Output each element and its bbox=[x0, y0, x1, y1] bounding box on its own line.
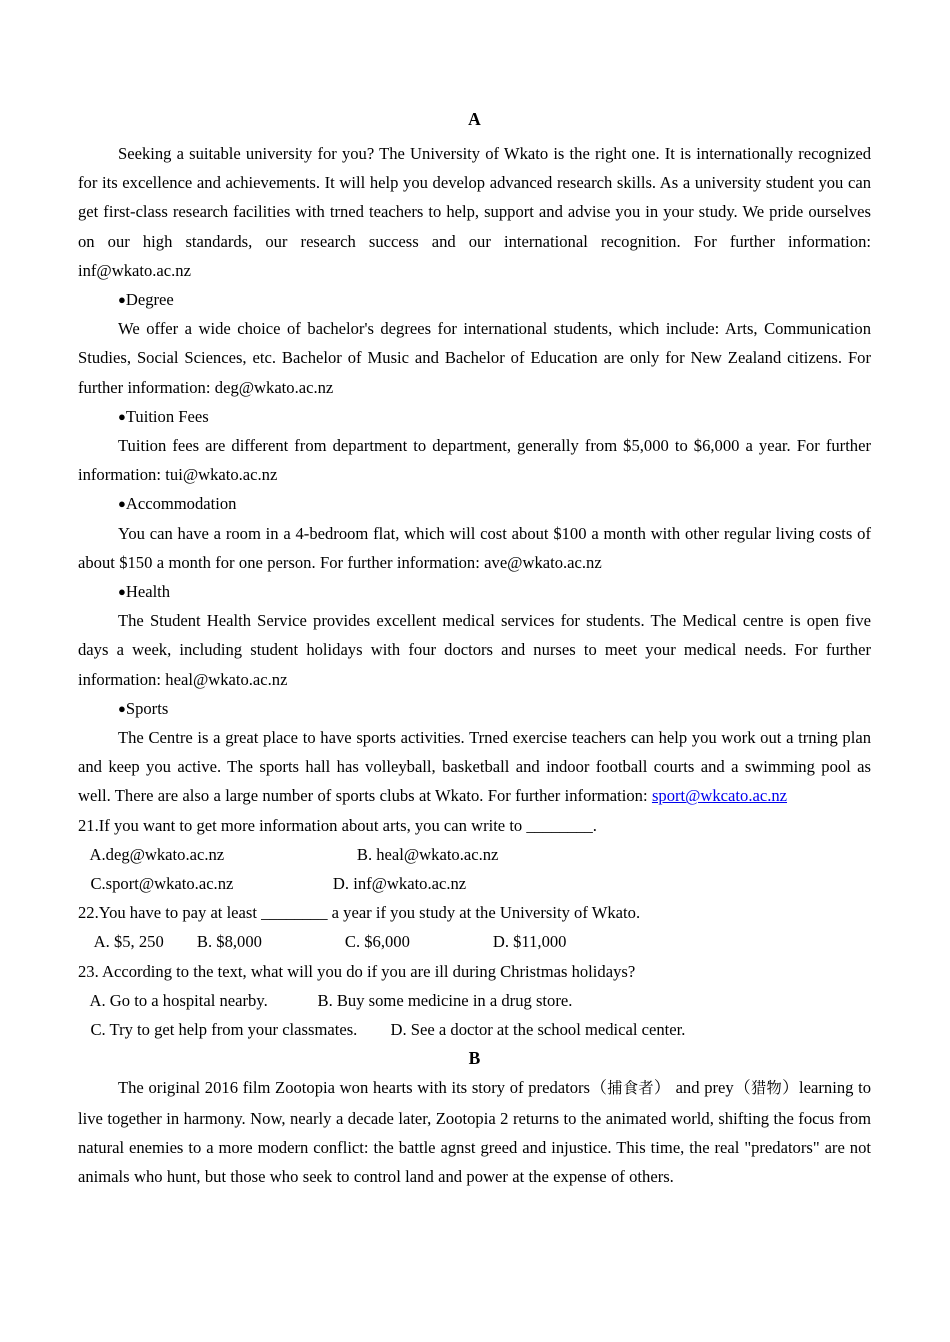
passage-b-text-2: ） and prey（ bbox=[653, 1078, 752, 1098]
bullet-dot-icon: ● bbox=[118, 292, 126, 308]
question-21-stem: 21.If you want to get more information about arts, you can write to ________. bbox=[78, 815, 597, 835]
bullet-dot-icon: ● bbox=[118, 408, 126, 424]
question-21-options-row-1[interactable]: A.deg@wkato.ac.nz B. heal@wkato.ac.nz bbox=[78, 844, 499, 864]
bullet-dot-icon: ● bbox=[118, 700, 126, 716]
bullet-heading-label: Degree bbox=[125, 290, 174, 310]
passage-a-intro-paragraph: Seeking a suitable university for you? The University of Wkato is the right one. It is internationally recognized for its excellence and achievements. It will help you develop advanced research skills. As a university student you can get first-class research facilities with trned teachers to help, support and advise you in your study. We pride ourselves on our high standards, our research success and our international recognition. For further information: inf@wkato.ac.nz bbox=[78, 144, 871, 280]
bullet-heading-label: Health bbox=[125, 582, 171, 602]
bullet-dot-icon: ● bbox=[118, 584, 126, 600]
bullet-heading-label: Sports bbox=[125, 698, 169, 718]
passage-b-gloss-predators: 捕食者 bbox=[607, 1079, 654, 1098]
bullet-heading-label: Tuition Fees bbox=[125, 406, 209, 426]
question-22-stem: 22.You have to pay at least ________ a year if you study at the University of Wkato. bbox=[78, 903, 641, 923]
bullet-dot-icon: ● bbox=[118, 496, 126, 512]
question-23-stem: 23. According to the text, what will you do if you are ill during Christmas holidays? bbox=[78, 961, 636, 981]
question-21-options-row-2[interactable]: C.sport@wkato.ac.nz D. inf@wkato.ac.nz bbox=[78, 874, 467, 894]
paragraph-sports bbox=[78, 723, 871, 811]
question-23-options-row-1[interactable]: A. Go to a hospital nearby. B. Buy some medicine in a drug store. bbox=[78, 990, 573, 1010]
passage-b-heading: B bbox=[468, 1048, 481, 1069]
passage-b-text-3: ）learning to live together in harmony. Now, nearly a decade later, Zootopia 2 returns to the animated world, shifting the focus from natural enemies to a more modern conflict: the battle agnst greed and injustice. This time, the real "predators" are not animals who hunt, but those who seek to control land and power at the expense of others. bbox=[78, 1078, 872, 1186]
bullet-heading-degree bbox=[78, 285, 871, 314]
bullet-heading-sports bbox=[78, 694, 871, 723]
sport-email-link[interactable]: sport@wkcato.ac.nz bbox=[651, 786, 788, 806]
paragraph-tuition-fees: Tuition fees are different from department to department, generally from $5,000 to $6,000 a year. For further information: tui@wkato.ac.nz bbox=[78, 436, 871, 485]
bullet-heading-tuition-fees bbox=[78, 402, 871, 431]
passage-b-gloss-prey: 猎物 bbox=[751, 1079, 783, 1098]
passage-b-paragraph bbox=[78, 1073, 871, 1191]
paragraph-accommodation: You can have a room in a 4-bedroom flat, which will cost about $100 a month with other regular living costs of about $150 a month for one person. For further information: ave@wkato.ac.nz bbox=[78, 523, 871, 572]
passage-b-text-1: The original 2016 film Zootopia won hearts with its story of predators（ bbox=[118, 1078, 608, 1098]
bullet-heading-accommodation bbox=[78, 489, 871, 518]
paragraph-sports-text: The Centre is a great place to have sports activities. Trned exercise teachers can help you work out a trning plan and keep you active. The sports hall has volleyball, basketball and indoor football courts and a swimming pool as well. There are also a large number of sports clubs at Wkato. For further information: bbox=[78, 728, 871, 806]
question-23-options-row-2[interactable]: C. Try to get help from your classmates. D. See a doctor at the school medical center. bbox=[78, 1020, 686, 1040]
paragraph-health: The Student Health Service provides excellent medical services for students. The Medical centre is open five days a week, including student holidays with four doctors and nurses to meet your medical needs. For further information: heal@wkato.ac.nz bbox=[78, 611, 871, 689]
paragraph-degree: We offer a wide choice of bachelor's degrees for international students, which include: Arts, Communication Studies, Social Sciences, etc. Bachelor of Music and Bachelor of Education are only for New Zealand citizens. For further information: deg@wkato.ac.nz bbox=[78, 319, 871, 397]
question-22-options-row-1[interactable]: A. $5, 250 B. $8,000 C. $6,000 D. $11,000 bbox=[78, 932, 567, 952]
passage-a-heading: A bbox=[468, 109, 481, 129]
bullet-heading-label: Accommodation bbox=[125, 494, 237, 514]
bullet-heading-health bbox=[78, 577, 871, 606]
